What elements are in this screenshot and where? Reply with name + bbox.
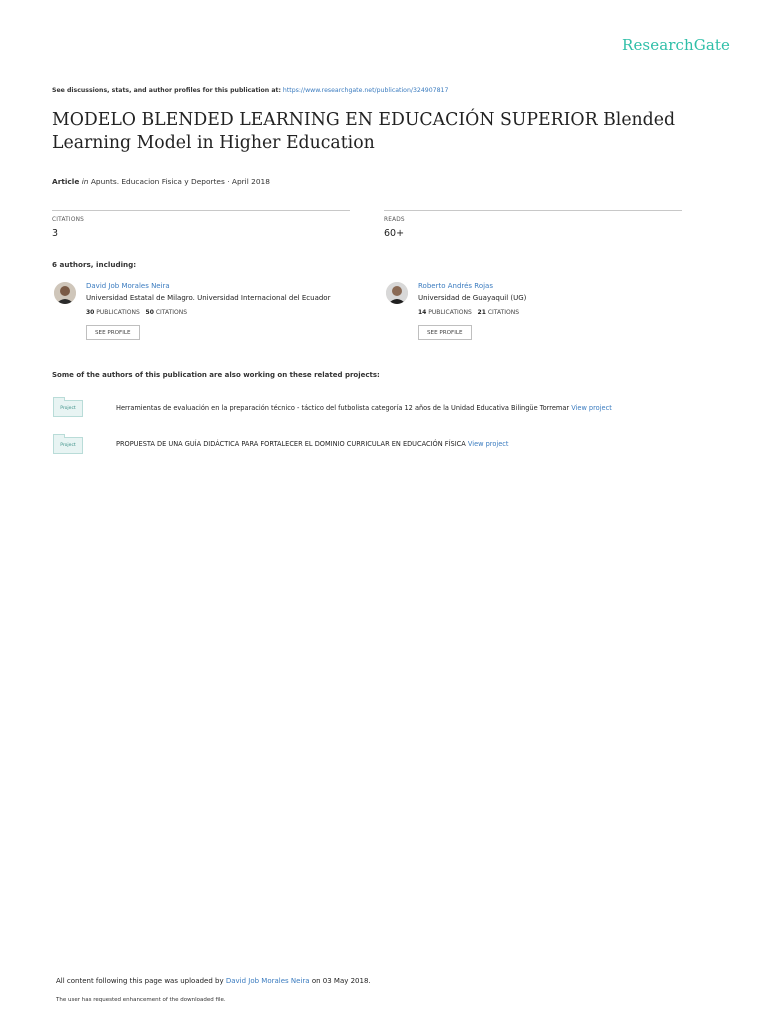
see-profile-button[interactable]: SEE PROFILE [418, 325, 472, 340]
publication-date: · April 2018 [227, 177, 270, 186]
citations-count: 21 [477, 309, 486, 316]
publications-count: 14 [418, 309, 427, 316]
author-name-link[interactable]: David Job Morales Neira [86, 282, 170, 290]
citations-count: 50 [145, 309, 154, 316]
project-item [116, 440, 509, 448]
journal-name: Apunts. Educacion Fisica y Deportes [90, 177, 225, 186]
reads-value: 60+ [384, 228, 405, 239]
citations-divider [52, 210, 350, 211]
project-item [116, 404, 612, 412]
author-stats [86, 309, 187, 316]
discussion-line [52, 87, 448, 94]
projects-heading: Some of the authors of this publication are also working on these related projects: [52, 371, 380, 379]
project-title: Herramientas de evaluación en la preparación técnico - táctico del futbolista categoría 12 años de la Unidad Educativa Bilingüe Torremar [116, 404, 570, 412]
publications-label: PUBLICATIONS [428, 309, 472, 316]
uploader-link[interactable]: David Job Morales Neira [225, 977, 310, 985]
publications-label: PUBLICATIONS [96, 309, 140, 316]
view-project-link[interactable]: View project [467, 440, 509, 448]
publications-count: 30 [86, 309, 95, 316]
project-folder-icon: Project [53, 400, 83, 417]
project-folder-icon: Project [53, 437, 83, 454]
publication-title: MODELO BLENDED LEARNING EN EDUCACIÓN SUPERIOR Blended Learning Model in Higher Education [52, 110, 676, 153]
author-affiliation: Universidad Estatal de Milagro. Universidad Internacional del Ecuador [86, 294, 331, 302]
avatar[interactable] [386, 282, 408, 304]
author-affiliation: Universidad de Guayaquil (UG) [418, 294, 527, 302]
see-profile-button[interactable]: SEE PROFILE [86, 325, 140, 340]
author-name-link[interactable]: Roberto Andrés Rojas [418, 282, 493, 290]
reads-label: READS [384, 217, 405, 223]
publication-url-link[interactable]: https://www.researchgate.net/publication/324907817 [282, 87, 449, 94]
reads-divider [384, 210, 682, 211]
enhancement-note: The user has requested enhancement of the downloaded file. [56, 997, 226, 1003]
author-stats [418, 309, 519, 316]
upload-note [56, 977, 371, 985]
article-type: Article [52, 177, 80, 186]
view-project-link[interactable]: View project [571, 404, 612, 412]
publication-meta [52, 177, 270, 186]
citations-label: CITATIONS [487, 309, 520, 316]
avatar-photo-icon [54, 282, 76, 304]
citations-value: 3 [52, 228, 59, 239]
project-title: PROPUESTA DE UNA GUÍA DIDÁCTICA PARA FORTALECER EL DOMINIO CURRICULAR EN EDUCACIÓN FÍSICA [116, 440, 466, 448]
upload-suffix: on 03 May 2018. [311, 977, 371, 985]
discussion-text: See discussions, stats, and author profiles for this publication at: [52, 87, 281, 94]
citations-label: CITATIONS [52, 217, 84, 223]
meta-in: in [81, 177, 89, 186]
researchgate-logo[interactable]: ResearchGate [622, 36, 730, 54]
avatar-photo-icon [386, 282, 408, 304]
citations-label: CITATIONS [155, 309, 188, 316]
avatar[interactable] [54, 282, 76, 304]
upload-prefix: All content following this page was uploaded by [56, 977, 224, 985]
authors-heading: 6 authors, including: [52, 260, 137, 269]
